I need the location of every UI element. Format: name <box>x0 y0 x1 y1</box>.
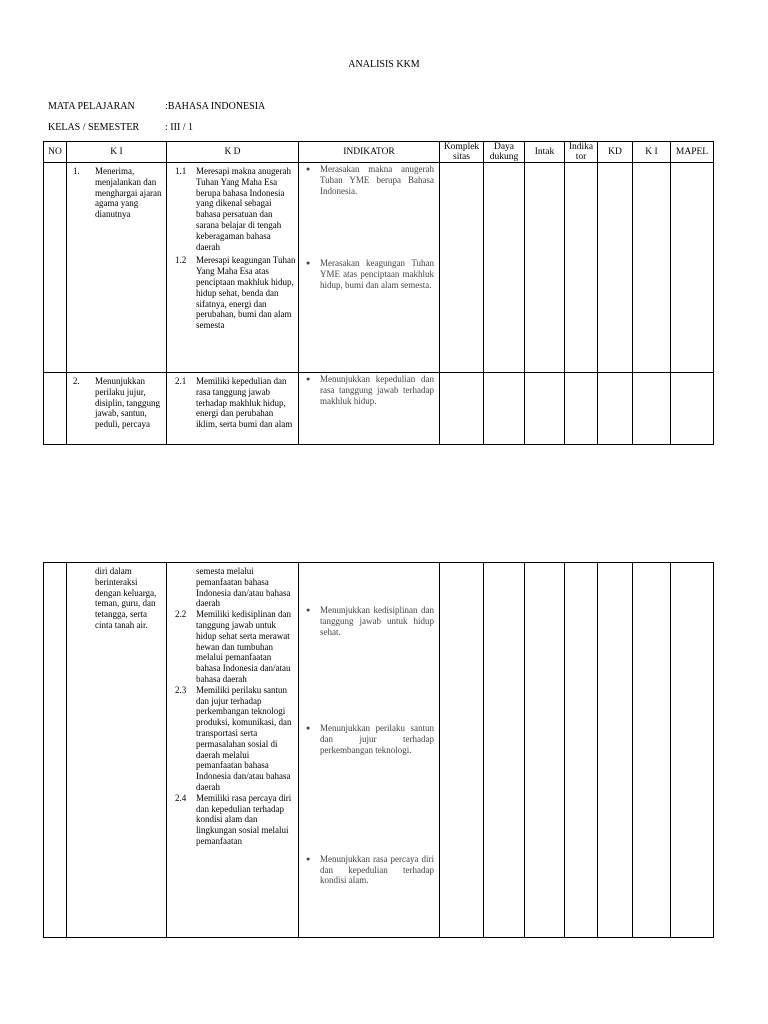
col-header-intak: Intak <box>525 142 565 163</box>
table-row <box>44 163 714 373</box>
ki-text: diri dalam berinteraksi dengan keluarga, teman, guru, dan tetangga, serta cinta tanah air. <box>95 566 157 630</box>
kd-text: Memiliki kedisiplinan dan tanggung jawab untuk hidup sehat serta merawat hewan dan tumbuhan melalui pemanfaatan bahasa Indonesia dan/atau bahasa daerah <box>196 609 291 684</box>
col-header-indikator-short: Indika tor <box>565 142 598 163</box>
kkm-table-page-2 <box>43 562 714 938</box>
col-header-indikator: INDIKATOR <box>299 142 440 163</box>
indikator-cell <box>299 373 440 445</box>
bullet-icon: ● <box>306 375 311 383</box>
table-row <box>44 563 714 938</box>
indikator-text: Menunjukkan kepedulian dan rasa tanggung jawab terhadap makhluk hidup. <box>320 374 434 406</box>
subject-label: MATA PELAJARAN <box>48 101 135 112</box>
ki-number: 2. <box>73 376 80 386</box>
ki-number: 1. <box>73 166 80 176</box>
kd-text: Memiliki rasa percaya diri dan kepedulian terhadap kondisi alam dan lingkungan sosial melalui pemanfaatan <box>196 792 292 846</box>
bullet-icon: ● <box>306 606 311 614</box>
col-header-no: NO <box>44 142 67 163</box>
class-label: KELAS / SEMESTER <box>48 122 140 133</box>
col-header-daya-dukung: Daya dukung <box>484 142 525 163</box>
kd-text: Meresapi makna anugerah Tuhan Yang Maha Esa berupa bahasa Indonesia yang dikenal sebagai bahasa persatuan dan sarana belajar di tengah keberagaman bahasa daerah <box>196 166 291 252</box>
class-value: : III / 1 <box>165 122 194 133</box>
kkm-table-page-1 <box>43 141 714 445</box>
kd-cell <box>167 373 299 445</box>
kd-text: Meresapi keagungan Tuhan Yang Maha Esa atas penciptaan makhluk hidup, hidup sehat, benda dan sifatnya, energi dan perubahan, bumi dan alam semesta <box>196 255 296 331</box>
indikator-text: Merasakan keagungan Tuhan YME atas penciptaan makhluk hidup, bumi dan alam semesta. <box>320 258 434 290</box>
kd-number: 1.1 <box>175 166 187 176</box>
kd-text: Memiliki perilaku santun dan jujur terhadap perkembangan teknologi produksi, komunikasi, dan transportasi serta permasalahan sosial di daerah melalui pemanfaatan bahasa Indonesia dan/atau bahasa daerah <box>196 684 292 792</box>
indikator-cell <box>299 563 440 938</box>
table-header-row <box>44 142 714 163</box>
kd-number: 2.4 <box>175 792 187 803</box>
kd-text: Memiliki kepedulian dan rasa tanggung jawab terhadap makhluk hidup, energi dan perubahan iklim, serta bumi dan alam <box>196 376 293 430</box>
indikator-text: Merasakan makna anugerah Tuhan YME berupa Bahasa Indonesia. <box>320 164 434 196</box>
col-header-mapel: MAPEL <box>671 142 714 163</box>
kd-number: 2.3 <box>175 684 187 695</box>
kd-cell <box>167 163 299 373</box>
indikator-text: Menunjukkan kedisiplinan dan tanggung jawab untuk hidup sehat. <box>320 605 434 637</box>
indikator-text: Menunjukkan perilaku santun dan jujur terhadap perkembangan teknologi. <box>320 723 434 755</box>
col-header-kd2: KD <box>598 142 633 163</box>
ki-text: Menunjukkan perilaku jujur, disiplin, tanggung jawab, santun, peduli, percaya <box>95 376 160 430</box>
ki-text: Menerima, menjalankan dan menghargai ajaran agama yang dianutnya <box>95 166 162 220</box>
col-header-kompleksitas: Komplek sitas <box>440 142 484 163</box>
col-header-ki2: K I <box>633 142 671 163</box>
kd-number: 1.2 <box>175 255 187 266</box>
kd-number: 2.1 <box>175 376 187 386</box>
kd-cell <box>167 563 299 938</box>
ki-cell <box>67 563 167 938</box>
indikator-cell <box>299 163 440 373</box>
bullet-icon: ● <box>306 259 311 268</box>
ki-cell <box>67 163 167 373</box>
kd-number: 2.2 <box>175 609 187 620</box>
kd-continued-text: semesta melalui pemanfaatan bahasa Indonesia dan/atau bahasa daerah <box>196 566 291 609</box>
col-header-kd: K D <box>167 142 299 163</box>
col-header-ki: K I <box>67 142 167 163</box>
document-title: ANALISIS KKM <box>348 59 420 70</box>
bullet-icon: ● <box>306 724 311 733</box>
table-row <box>44 373 714 445</box>
bullet-icon: ● <box>306 165 311 173</box>
bullet-icon: ● <box>306 854 311 863</box>
ki-cell <box>67 373 167 445</box>
subject-value: :BAHASA INDONESIA <box>165 101 266 112</box>
indikator-text: Menunjukkan rasa percaya diri dan kepedulian terhadap kondisi alam. <box>320 853 434 886</box>
